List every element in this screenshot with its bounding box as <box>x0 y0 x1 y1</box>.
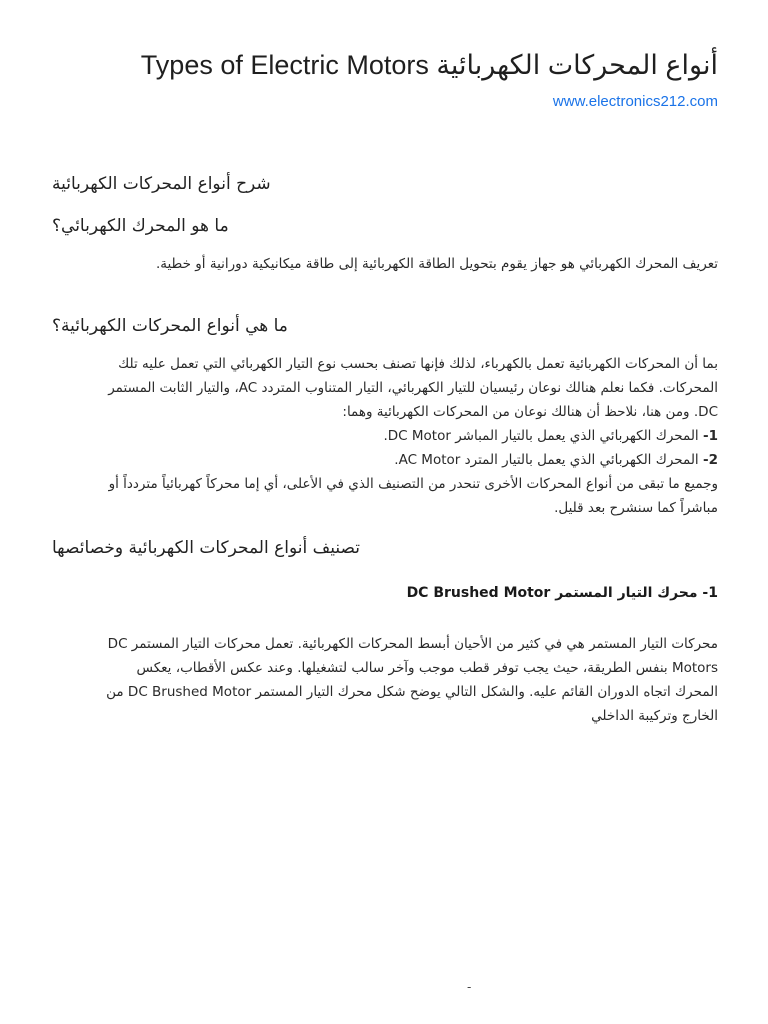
list-item-text: المحرك الكهربائي الذي يعمل بالتيار المباشر DC Motor. <box>383 428 699 444</box>
subheading-dc-brushed-motor: 1- محرك التيار المستمر DC Brushed Motor <box>406 585 718 601</box>
list-item <box>52 424 718 448</box>
page-marker: - <box>467 980 472 994</box>
motor-types-paragraph <box>52 352 718 520</box>
paragraph-line: مباشراً كما سنشرح بعد قليل. <box>554 500 718 516</box>
list-item-text: المحرك الكهربائي الذي يعمل بالتيار المترد AC Motor. <box>394 452 699 468</box>
paragraph-line: الخارج وتركيبة الداخلي <box>591 708 718 724</box>
paragraph-line: تعريف المحرك الكهربائي هو جهاز يقوم بتحويل الطاقة الكهربائية إلى طاقة ميكانيكية دورانية أو خطية. <box>155 256 718 272</box>
paragraph-line: المحركات. فكما نعلم هنالك نوعان رئيسيان للتيار الكهربائي، التيار المتناوب المتردد AC، والتيار الثابت المستمر <box>108 380 718 396</box>
website-link[interactable]: www.electronics212.com <box>552 93 718 110</box>
section-heading-what-is-motor: ما هو المحرك الكهربائي؟ <box>52 216 229 236</box>
paragraph-line: المحرك اتجاه الدوران القائم عليه. والشكل التالي يوضح شكل محرك التيار المستمر DC Brushed Motor من <box>106 684 718 700</box>
definition-paragraph <box>52 252 718 276</box>
paragraph-line: DC. ومن هنا، نلاحظ أن هنالك نوعان من المحركات الكهربائية وهما: <box>342 404 718 420</box>
paragraph-line: محركات التيار المستمر هي في كثير من الأحيان أبسط المحركات الكهربائية. تعمل محركات التيار المستمر DC <box>107 636 718 652</box>
list-item-number: 2- <box>702 452 718 468</box>
list-item <box>52 448 718 472</box>
page-title: Types of Electric Motors أنواع المحركات الكهربائية <box>140 50 718 80</box>
dc-motor-paragraph <box>52 632 718 728</box>
section-heading-classification: تصنيف أنواع المحركات الكهربائية وخصائصها <box>52 538 360 558</box>
paragraph-line: Motors بنفس الطريقة، حيث يجب توفر قطب موجب وآخر سالب لتشغيلها. وعند عكس الأقطاب، يعكس <box>136 660 718 676</box>
section-heading-overview: شرح أنواع المحركات الكهربائية <box>52 174 271 194</box>
paragraph-line: وجميع ما تبقى من أنواع المحركات الأخرى تنحدر من التصنيف الذي في الأعلى، أي إما محركاً كهربائياً متردداً أو <box>108 476 718 492</box>
paragraph-line: بما أن المحركات الكهربائية تعمل بالكهرباء، لذلك فإنها تصنف بحسب نوع التيار الكهربائي التي تعمل عليه تلك <box>118 356 718 372</box>
section-heading-motor-types: ما هي أنواع المحركات الكهربائية؟ <box>52 316 288 336</box>
list-item-number: 1- <box>702 428 718 444</box>
